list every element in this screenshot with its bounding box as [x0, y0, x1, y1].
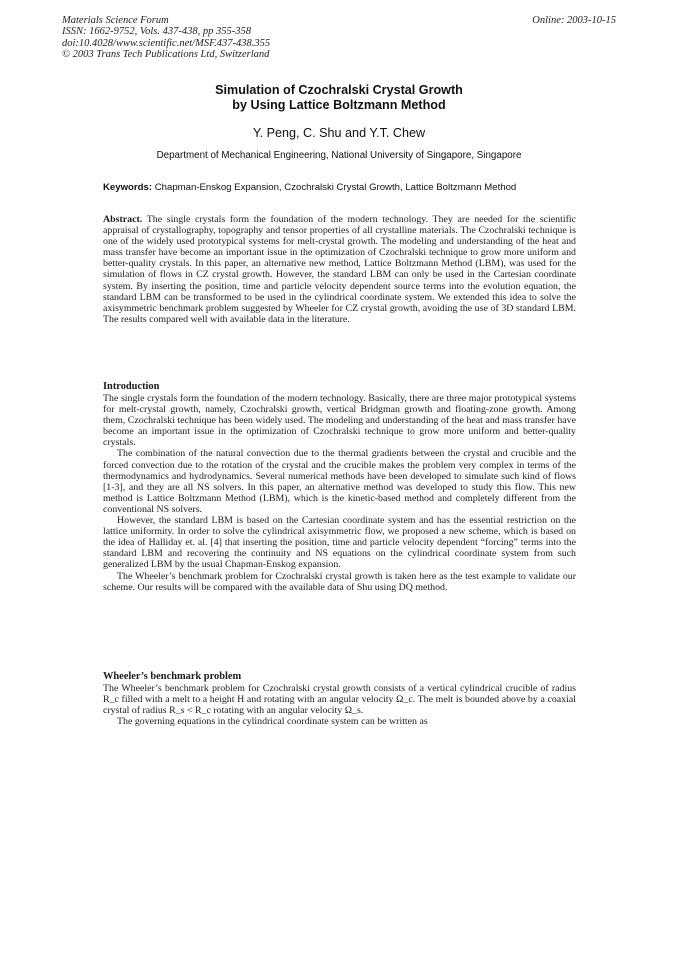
- introduction-paragraph-3: However, the standard LBM is based on the Cartesian coordinate system and has the essential restriction on the lattice uniformity. In order to solve the cylindrical axisymmetric flow, we proposed a new scheme, which is based on the idea of Halliday et. al. [4] that inserting the position, time and particle velocity dependent “forcing” terms into the standard LBM and recovering the continuity and NS equations on the cylindrical coordinate system from such generalized LBM by the usual Chapman-Enskog expansion.: [103, 515, 576, 571]
- wheeler-paragraph-1: The Wheeler’s benchmark problem for Czochralski crystal growth consists of a vertical cylindrical crucible of radius R_c filled with a melt to a height H and rotating with an angular velocity Ω_c. The melt is bounded above by a coaxial crystal of radius R_s < R_c rotating with an angular velocity Ω_s.: [103, 683, 576, 717]
- keywords-label: Keywords:: [103, 182, 153, 193]
- journal-name: Materials Science Forum: [62, 15, 169, 26]
- introduction-paragraph-4: The Wheeler’s benchmark problem for Czochralski crystal growth is taken here as the test example to validate our scheme. Our results will be compared with the available data of Shu using DQ method.: [103, 570, 576, 593]
- introduction-section: [103, 381, 576, 593]
- authors: Y. Peng, C. Shu and Y.T. Chew: [252, 126, 426, 140]
- introduction-paragraph-2: The combination of the natural convection due to the thermal gradients between the crystal and crucible and the forced convection due to the rotation of the crystal and the crucible makes the problem very complex in terms of the thermodynamics and hydrodynamics. Several numerical methods have been developed to simulate such kind of flows [1-3], and they are all NS solvers. In this paper, an alternative method was developed to study this flow. This new method is Lattice Boltzmann Method (LBM), which is the kinetic-based method and completely different from the conventional NS solvers.: [103, 448, 576, 515]
- introduction-heading: Introduction: [103, 381, 160, 392]
- wheeler-section: [103, 671, 576, 727]
- online-date: Online: 2003-10-15: [532, 15, 616, 26]
- wheeler-paragraph-2: The governing equations in the cylindrical coordinate system can be written as: [117, 716, 428, 728]
- introduction-paragraph-1: The single crystals form the foundation of the modern technology. Basically, there are three major prototypical systems for melt-crystal growth, namely, Czochralski growth, vertical Bridgman growth and floating-zone growth. Among them, Czochralski technique has been widely used. The modeling and understanding of the heat and mass transfer have become an important issue in the optimization of Czochralski technique to grow more uniform and better-quality crystals.: [103, 393, 576, 449]
- affiliation: Department of Mechanical Engineering, National University of Singapore, Singapore: [156, 150, 522, 161]
- keywords: [103, 182, 583, 193]
- abstract-text: The single crystals form the foundation of the modern technology. They are needed for the scientific appraisal of crystallography, topography and tensor properties of all crystalline materials. The Czochralski technique is one of the widely used prototypical systems for melt-crystal growth. The modeling and understanding of the heat and mass transfer have become an important issue in the optimization of Czochralski technique to grow more uniform and better-quality crystals. In this paper, an alternative new method, Lattice Boltzmann Method (LBM), was used for the simulation of flows in CZ crystal growth. However, the standard LBM can only be used in the Cartesian coordinate system. By inserting the position, time and particle velocity dependent source terms into the evolution equation, the standard LBM can be transformed to be used in the cylindrical coordinate system. We extended this idea to solve the axisymmetric benchmark problem suggested by Wheeler for CZ crystal growth, avoiding the use of 3D standard LBM. The results compared well with available data in the literature.: [103, 214, 576, 325]
- issn-line: ISSN: 1662-9752, Vols. 437-438, pp 355-358: [62, 26, 251, 38]
- keywords-text: Chapman-Enskog Expansion, Czochralski Crystal Growth, Lattice Boltzmann Method: [154, 182, 517, 193]
- paper-title: [0, 83, 678, 113]
- abstract-label: Abstract.: [103, 214, 143, 225]
- journal-header: [62, 15, 392, 61]
- abstract: [103, 214, 576, 325]
- title-line-2: by Using Lattice Boltzmann Method: [232, 98, 446, 112]
- title-line-1: Simulation of Czochralski Crystal Growth: [215, 83, 463, 97]
- wheeler-heading: Wheeler’s benchmark problem: [103, 671, 242, 682]
- doi-line: doi:10.4028/www.scientific.net/MSF.437-438.355: [62, 37, 271, 49]
- copyright-line: © 2003 Trans Tech Publications Ltd, Switzerland: [62, 49, 270, 61]
